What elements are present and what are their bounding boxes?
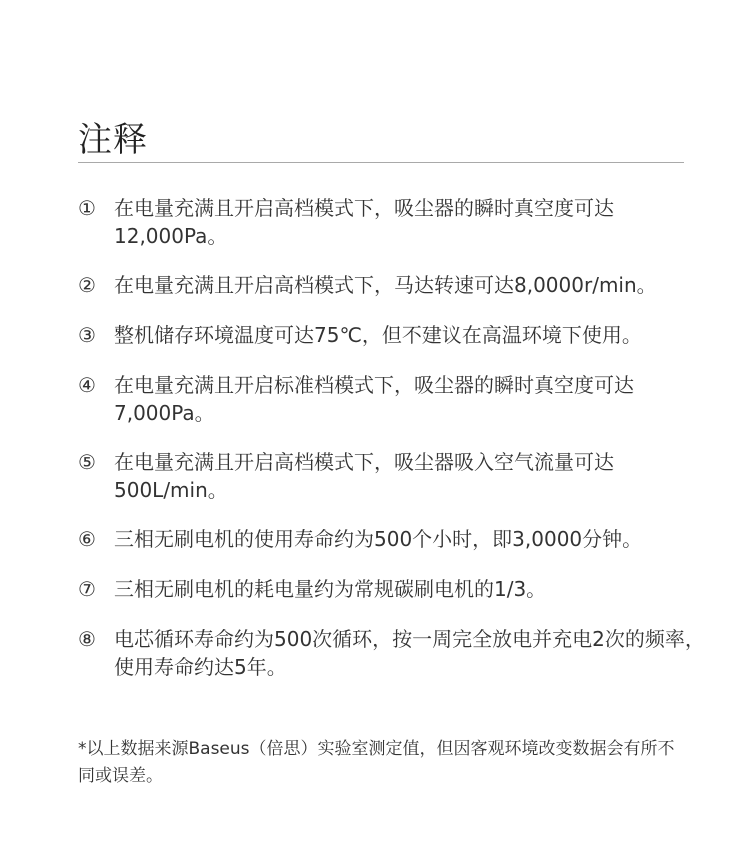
data-source-footnote: *以上数据来源Baseus（倍思）实验室测定值，但因客观环境改变数据会有所不同或误差。 xyxy=(78,739,675,786)
note-item-2 xyxy=(78,271,708,299)
note-marker: ② xyxy=(78,273,96,297)
note-item-4 xyxy=(78,371,708,427)
note-item-1 xyxy=(78,194,708,250)
title-divider xyxy=(78,162,684,163)
note-item-5 xyxy=(78,448,708,504)
note-text: 在电量充满且开启标准档模式下，吸尘器的瞬时真空度可达7,000Pa。 xyxy=(114,373,634,425)
note-text: 三相无刷电机的耗电量约为常规碳刷电机的1/3。 xyxy=(114,577,547,601)
note-text: 三相无刷电机的使用寿命约为500个小时，即3,0000分钟。 xyxy=(114,527,643,551)
note-marker: ① xyxy=(78,196,96,220)
note-text: 在电量充满且开启高档模式下，吸尘器的瞬时真空度可达12,000Pa。 xyxy=(114,196,614,248)
note-item-3 xyxy=(78,321,708,349)
note-text: 电芯循环寿命约为500次循环，按一周完全放电并充电2次的频率，使用寿命约达5年。 xyxy=(114,627,705,679)
note-marker: ⑤ xyxy=(78,450,96,474)
note-item-7 xyxy=(78,575,708,603)
note-marker: ④ xyxy=(78,373,96,397)
note-text: 整机储存环境温度可达75℃，但不建议在高温环境下使用。 xyxy=(114,323,642,347)
note-marker: ⑦ xyxy=(78,577,96,601)
note-text: 在电量充满且开启高档模式下，马达转速可达8,0000r/min。 xyxy=(114,273,657,297)
note-text: 在电量充满且开启高档模式下，吸尘器吸入空气流量可达500L/min。 xyxy=(114,450,614,502)
note-item-8 xyxy=(78,625,708,681)
note-marker: ③ xyxy=(78,323,96,347)
note-marker: ⑥ xyxy=(78,527,96,551)
notes-list xyxy=(78,194,708,681)
note-item-6 xyxy=(78,525,708,553)
page-title: 注释 xyxy=(78,120,148,160)
note-marker: ⑧ xyxy=(78,627,96,651)
